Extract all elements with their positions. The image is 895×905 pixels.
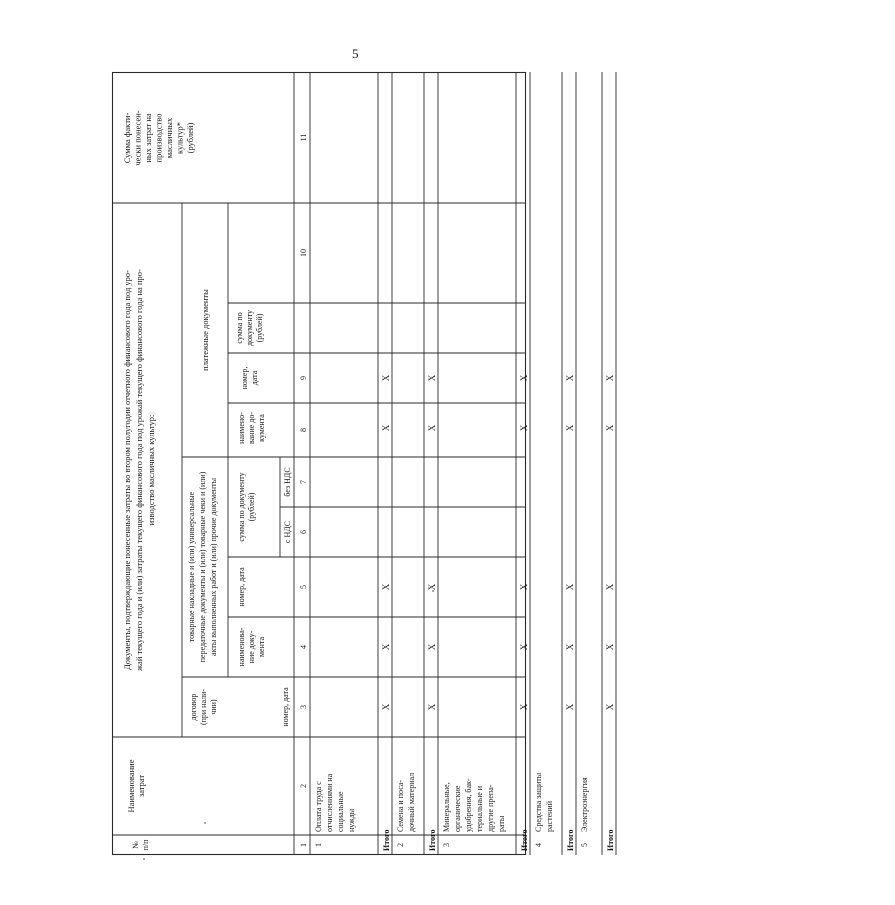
column-number-11: 11 [299, 133, 308, 142]
expense-name: органические [453, 785, 462, 832]
header-pay-doc-name: наимено- [237, 412, 246, 444]
header-waybills: передаточные документы и (или) товарные чеки и (или) [198, 471, 207, 663]
column-number-10: 10 [299, 249, 308, 257]
cross-mark: Х [381, 583, 391, 591]
column-number-5: 5 [299, 585, 308, 589]
expense-name: Минеральные, [442, 782, 451, 832]
cross-mark: Х [565, 583, 575, 591]
cross-mark: Х [605, 374, 615, 382]
header-total: (рублей) [185, 122, 195, 154]
cross-mark: Х [427, 643, 437, 651]
header-name: Наименование [126, 759, 136, 813]
cross-mark: Х [381, 703, 391, 711]
expense-name: отчислениями на [325, 773, 334, 832]
cross-mark: Х [565, 643, 575, 651]
cross-mark: Х [519, 583, 529, 591]
header-documents-title: изводство масличных культур: [146, 414, 156, 526]
cross-mark: Х [427, 703, 437, 711]
header-with-vat: с НДС [283, 520, 292, 544]
header-documents-title: Документы, подтверждающие понесенные затраты во втором полугодии отчетного финансового года под уро- [122, 269, 132, 671]
expense-name: Оплата труда с [314, 781, 323, 832]
header-pay-sum: (рублей) [255, 313, 264, 343]
header-total: культур* [174, 121, 185, 155]
header-documents-title: жай текущего года и (или) затраты текущего финансового года под урожай текущего финансового года на про- [134, 269, 144, 671]
header-contract: чии) [209, 699, 218, 715]
expense-name: социальные [336, 791, 345, 832]
header-doc-name: мента [257, 636, 266, 658]
expense-name: Средства защиты [534, 772, 543, 832]
header-total: масличных [164, 117, 174, 159]
cross-mark: Х [381, 643, 391, 651]
header-pay-doc-name: вание до- [247, 411, 256, 445]
expense-name: другие препа- [486, 784, 495, 832]
cross-mark: Х [565, 424, 575, 432]
total-label: Итого [566, 829, 575, 851]
row-number: 4 [534, 843, 543, 847]
header-total: производство [153, 113, 164, 163]
header-total: ных затрат на [143, 113, 153, 163]
expense-name: удобрения, бак- [464, 778, 473, 832]
header-doc-name: наименова- [237, 627, 246, 667]
header-sum-by-doc: сумма по документу [237, 472, 246, 542]
header-num: № [131, 841, 140, 849]
header-pay-sum: сумма по [235, 312, 244, 344]
header-pay-number-date: номер, [240, 366, 249, 390]
expense-name: Семена и поса- [396, 779, 405, 832]
column-number-7: 7 [299, 480, 308, 484]
column-number-4: 4 [299, 645, 308, 649]
header-payment-docs: платежные документы [200, 289, 210, 371]
column-number-6: 6 [299, 530, 308, 534]
total-label: Итого [606, 829, 615, 851]
table-rotor [112, 72, 615, 855]
header-contract: договор [189, 693, 198, 721]
costs-documents-table [112, 72, 615, 855]
scan-speck [143, 858, 145, 860]
total-label: Итого [520, 829, 529, 851]
total-label: Итого [428, 829, 437, 851]
cross-mark: Х [605, 643, 615, 651]
header-num: п/п [141, 839, 150, 851]
column-number-9: 9 [299, 376, 308, 380]
row-number: 1 [314, 843, 323, 847]
column-number-2: 2 [299, 784, 308, 788]
cross-mark: Х [519, 703, 529, 711]
header-name: затрат [136, 774, 146, 798]
total-label: Итого [382, 829, 391, 851]
scan-speck [204, 822, 206, 824]
header-waybills: товарные накладные и (или) универсальные [187, 491, 196, 643]
header-doc-name: ние доку- [247, 630, 256, 664]
cross-mark: Х [427, 374, 437, 382]
row-number: 5 [580, 843, 589, 847]
cross-mark: Х [605, 424, 615, 432]
column-number-3: 3 [299, 705, 308, 709]
cross-mark: Х [565, 703, 575, 711]
rotated-table-area [112, 72, 895, 851]
header-sum-by-doc: (рублей) [247, 492, 256, 522]
expense-name: раты [497, 815, 506, 832]
cross-mark: Х [427, 583, 437, 591]
column-number-8: 8 [299, 428, 308, 432]
page-number: 5 [352, 46, 359, 61]
cross-mark: Х [519, 643, 529, 651]
expense-name: териальные и [475, 785, 484, 832]
cross-mark: Х [519, 424, 529, 432]
header-number-date: номер, дата [237, 567, 246, 607]
cross-mark: Х [381, 424, 391, 432]
header-without-vat: без НДС [283, 467, 292, 497]
header-waybills: акты выполненных работ и (или) прочие документы [209, 478, 218, 656]
expense-name: дочный материал [407, 772, 416, 832]
header-contract: (при нали- [199, 688, 208, 726]
cross-mark: Х [381, 374, 391, 382]
row-number: 2 [396, 843, 405, 847]
cross-mark: Х [605, 583, 615, 591]
header-pay-doc-name: кумента [257, 414, 266, 442]
expense-name: нужды [347, 808, 356, 832]
cross-mark: Х [519, 374, 529, 382]
cross-mark: Х [605, 703, 615, 711]
column-number-1: 1 [299, 843, 308, 847]
row-number: 3 [442, 843, 451, 847]
header-pay-sum: документу [245, 309, 254, 347]
cross-mark: Х [427, 424, 437, 432]
expense-name: растений [545, 801, 554, 832]
expense-name: Электроэнергия [580, 777, 589, 832]
header-contract-sub: номер, дата [281, 687, 290, 727]
scan-speck [432, 590, 434, 592]
cross-mark: Х [565, 374, 575, 382]
header-total: Сумма факти- [122, 112, 132, 164]
header-total: чески понесен- [132, 110, 143, 166]
header-pay-number-date: дата [250, 370, 259, 386]
